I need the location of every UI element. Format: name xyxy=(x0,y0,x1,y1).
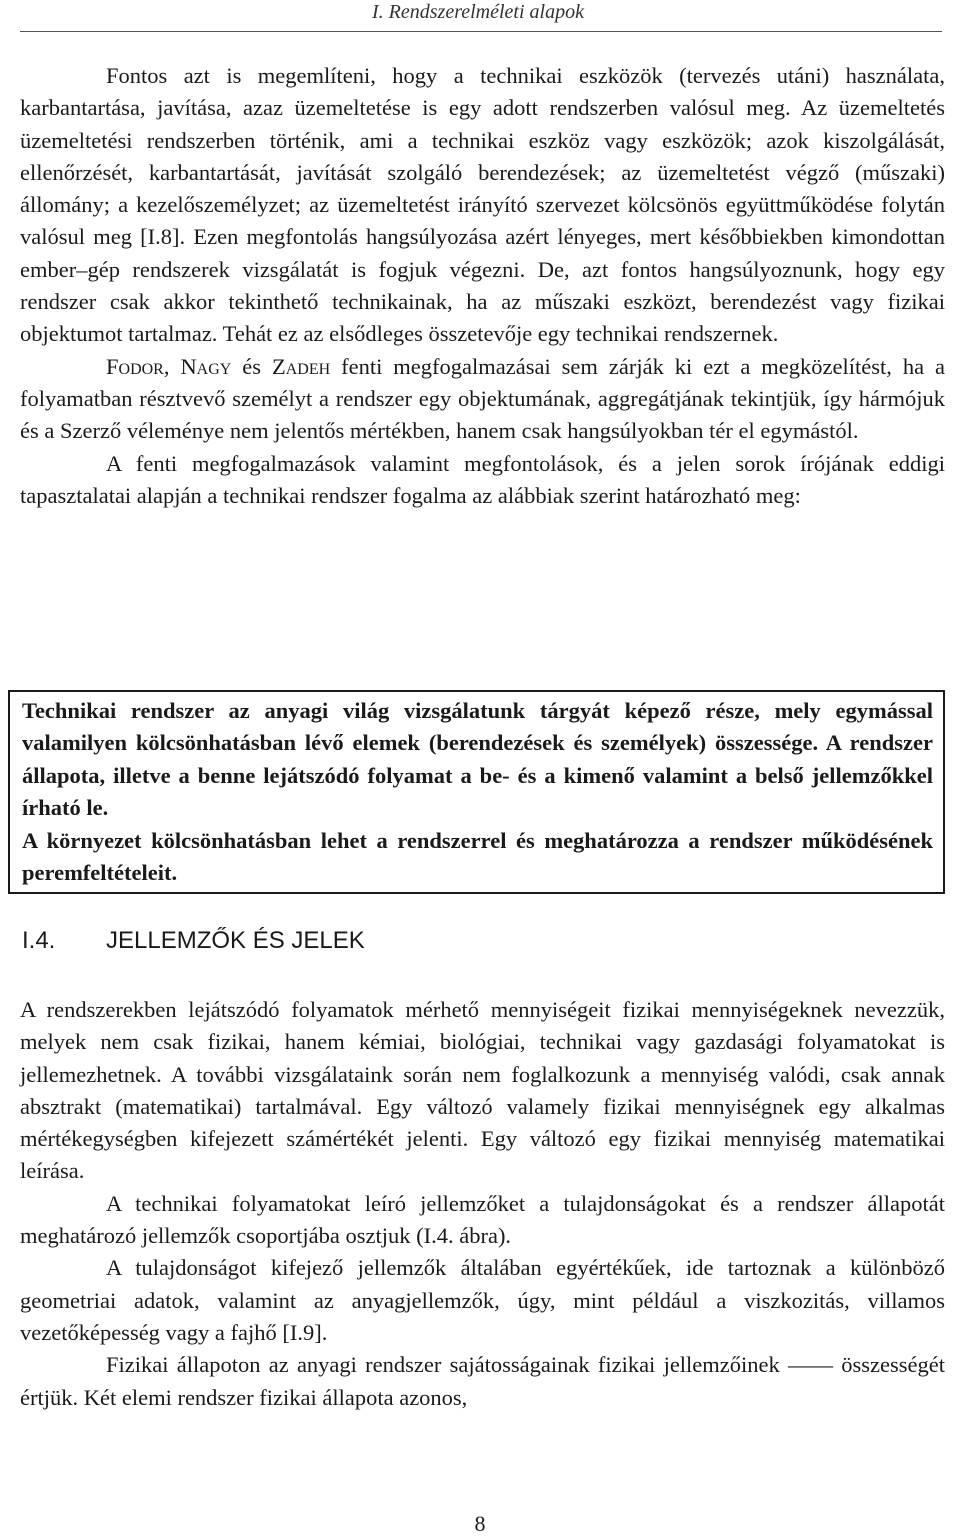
paragraph-quantities: A rendszerekben lejátszódó folyamatok mérhető mennyiségeit fizikai mennyiségeknek nevezzük, melyek nem csak fizikai, hanem kémiai, biológiai, technikai vagy gazdasági folyamatokat is jellemezhetnek. A további vizsgálataink során nem foglalkozunk a mennyiség valódi, csak annak absztrakt (matematikai) tartalmával. Egy változó valamely fizikai mennyiségnek egy alkalmas mértékegységben kifejezett számértékét jelenti. Egy változó egy fizikai mennyiség matematikai leírása. xyxy=(20,997,945,1184)
paragraph-properties: A tulajdonságot kifejező jellemzők általában egyértékűek, ide tartoznak a különböző geometriai adatok, valamint az anyagjellemzők, úgy, mint például a viszkozitás, villamos vezetőképesség vagy a fajhő [I.9]. xyxy=(20,1255,945,1345)
paragraph-characteristics: A technikai folyamatokat leíró jellemzőket a tulajdonságokat és a rendszer állapotát meghatározó jellemzők csoportjába osztjuk (I.4. ábra). xyxy=(20,1190,945,1249)
author-nagy: Nagy xyxy=(180,353,232,379)
section-heading xyxy=(22,925,365,957)
author-zadeh: Zadeh xyxy=(272,353,331,379)
author-separator: és xyxy=(231,353,272,379)
paragraph-definition-intro: A fenti megfogalmazások valamint megfontolások, és a jelen sorok írójának eddigi tapasztalatai alapján a technikai rendszer fogalma az alábbiak szerint határozható meg: xyxy=(20,450,945,508)
running-head: I. Rendszerelméleti alapok xyxy=(372,1,584,23)
definition-box xyxy=(8,690,945,894)
definition-system: Technikai rendszer az anyagi világ vizsgálatunk tárgyát képező része, mely egymással valamilyen kölcsönhatásban lévő elemek (berendezések és személyek) összessége. A rendszer állapota, illetve a benne lejátszódó folyamat a be- és a kimenő valamint a belső jellemzőkkel írható le. xyxy=(22,698,933,821)
header-rule xyxy=(20,31,942,32)
paragraph-authors-text: fenti megfogalmazásai sem zárják ki ezt a megközelítést, ha a folyamatban résztvevő személyt a rendszer egy objektumának, aggregátjának tekintjük, így hármójuk és a Szerző véleménye nem jelentős mértékben, hanem csak hangsúlyokban tér el egymástól. xyxy=(20,353,946,444)
page-number: 8 xyxy=(474,1511,486,1536)
paragraph-authors xyxy=(20,351,945,448)
definition-environment: A környezet kölcsönhatásban lehet a rendszerrel és meghatározza a rendszer működésének peremfeltételeit. xyxy=(22,827,933,886)
section-number: I.4. xyxy=(22,927,56,954)
body-text-top xyxy=(20,60,945,512)
author-separator: , xyxy=(163,353,181,379)
paragraph-operation: Fontos azt is megemlíteni, hogy a technikai eszközök (tervezés utáni) használata, karbantartása, javítása, azaz üzemeltetése is egy adott rendszerben valósul meg. Az üzemeltetés üzemeltetési rendszerben történik, ami a technikai eszköz vagy eszközök; azok kiszolgálását, ellenőrzését, karbantartását, javítását szolgáló berendezések; az üzemeltetést végző (műszaki) állomány; a kezelőszemélyzet; az üzemeltetést irányító szervezet kölcsönös együttműködése folytán valósul meg [I.8]. Ezen megfontolás hangsúlyozása azért lényeges, mert későbbiekben kimondottan ember–gép rendszerek vizsgálatát is fogjuk végezni. De, azt fontos hangsúlyoznunk, hogy egy rendszer csak akkor tekinthető technikainak, ha az műszaki eszközt, berendezést vagy fizikai objektumot tartalmaz. Tehát ez az elsődleges összetevője egy technikai rendszernek. xyxy=(20,63,945,347)
body-text-bottom xyxy=(20,994,945,1414)
section-title: JELLEMZŐK ÉS JELEK xyxy=(106,927,365,954)
author-fodor: Fodor xyxy=(106,353,164,379)
paragraph-physical-state: Fizikai állapoton az anyagi rendszer sajátosságainak fizikai jellemzőinek —— összességét értjük. Két elemi rendszer fizikai állapota azonos, xyxy=(20,1352,945,1410)
